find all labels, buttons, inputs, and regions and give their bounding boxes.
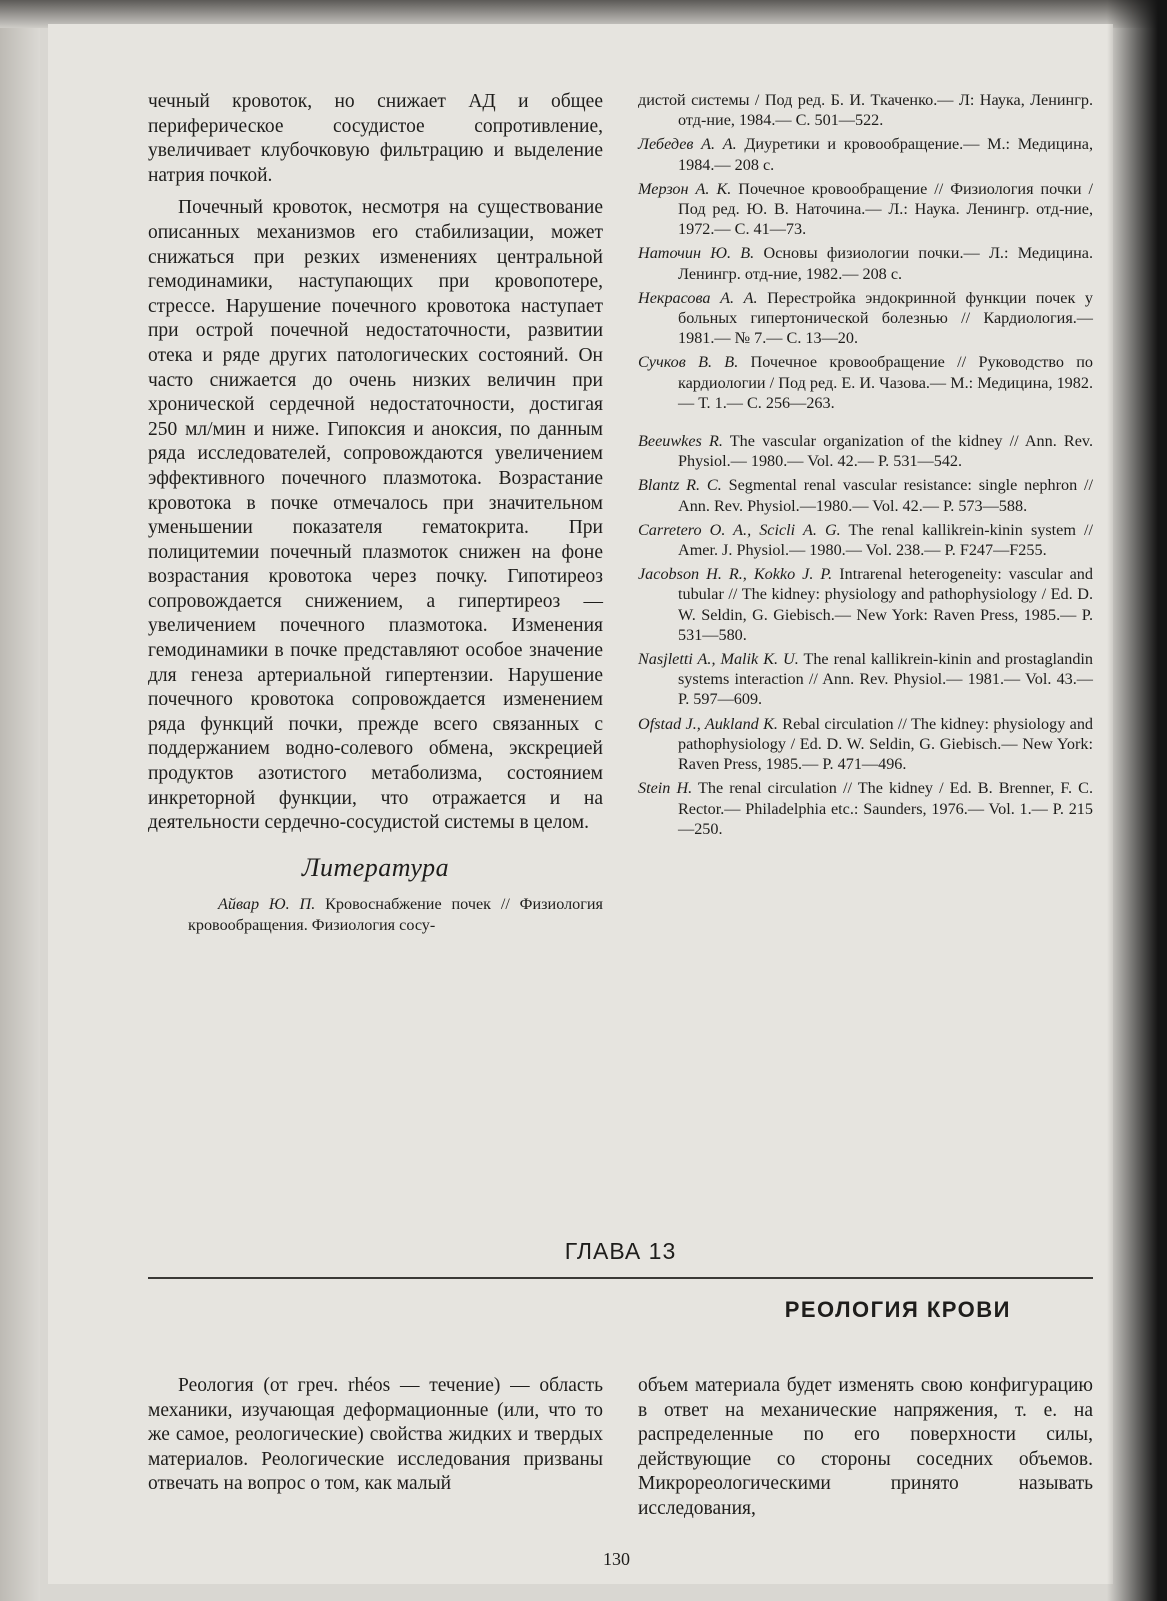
- reference-text: The renal circulation // The kidney / Ed. B. Brenner, F. C. Rector.— Philadelphia etc.: Saunders, 1976.— Vol. 1.— P. 215—250.: [678, 779, 1093, 838]
- chapter-divider: [148, 1277, 1093, 1279]
- reference-author: Айвар Ю. П.: [218, 895, 316, 914]
- reference-text: Rebal circulation // The kidney: physiology and pathophysiology / Ed. D. W. Seldin, G. Giebisch.— New York: Raven Press, 1985.— P. 471—496.: [678, 714, 1094, 774]
- reference-text: дистой системы / Под ред. Б. И. Ткаченко.— Л: Наука, Ленингр. отд-ние, 1984.— С. 501—522.: [638, 91, 1093, 130]
- references-left: [148, 894, 603, 934]
- scan-shadow-right: [1107, 0, 1167, 1601]
- reference-text: Основы физиологии почки.— Л.: Медицина. Ленингр. отд-ние, 1982.— 208 с.: [678, 244, 1094, 283]
- reference-author: Blantz R. C.: [638, 476, 722, 495]
- reference-author: Beeuwkes R.: [638, 432, 723, 451]
- chapter-header: [148, 1238, 1093, 1323]
- body-paragraph-1: чечный кровоток, но снижает АД и общее периферическое сосудистое сопротивление, увеличивает клубочковую фильтрацию и выделение натрия почкой.: [148, 91, 603, 186]
- reference-text: Почечное кровообращение // Физиология почки / Под ред. Ю. В. Наточина.— Л.: Наука. Ленингр. отд-ние, 1972.— С. 41—73.: [678, 179, 1094, 239]
- reference-entry: [638, 778, 1093, 839]
- reference-author: Stein H.: [638, 779, 693, 798]
- reference-entry: [638, 431, 1093, 471]
- chapter-intro-left: Реология (от греч. rhéos — течение) — область механики, изучающая деформационные (или, что то же самое, реологические) свойства жидких и твердых материалов. Реологические исследования призваны отвечать на вопрос о том, как малый: [148, 1375, 603, 1495]
- reference-group-gap: [638, 417, 1093, 431]
- reference-entry: [638, 352, 1093, 413]
- reference-text: Перестройка эндокринной функции почек у больных гипертонической болезнью // Кардиология.— 1981.— № 7.— С. 13—20.: [678, 288, 1094, 348]
- body-paragraph-2: Почечный кровоток, несмотря на существование описанных механизмов его стабилизации, может снижаться при резких изменениях центральной гемодинамики, наступающих при кровопотере, стрессе. Нарушение почечного кровотока наступает при острой почечной недостаточности, развитии отека и ряде других патологических состояний. Он часто снижается до очень низких величин при хронической сердечной недостаточности, достигая 250 мл/мин и ниже. Гипоксия и аноксия, по данным ряда исследователей, сопровождаются увеличением эффективного почечного плазмотока. Возрастание кровотока в почке отмечалось при значительном уменьшении показателя гематокрита. При полицитемии почечный плазмоток снижен на фоне возрастания кровотока через почку. Гипотиреоз сопровождается снижением, а гипертиреоз — увеличением почечного плазмотока. Изменения гемодинамики в почке представляют особое значение для генеза артериальной гипертензии. Нарушение почечного кровотока сопровождается изменением ряда функций почки, прежде всего связанных с поддержанием водно-солевого обмена, экскрецией продуктов азотистого метаболизма, состоянием инкреторной функции, что отражается и на деятельности сердечно-сосудистой системы в целом.: [148, 197, 603, 834]
- reference-author: Мерзон А. К.: [638, 179, 732, 198]
- reference-entry: [638, 134, 1093, 174]
- reference-entry: [638, 649, 1093, 710]
- reference-author: Сучков В. В.: [638, 353, 739, 372]
- chapter-title: РЕОЛОГИЯ КРОВИ: [784, 1296, 1011, 1322]
- reference-entry: [638, 564, 1093, 645]
- book-page: [48, 24, 1113, 1584]
- literature-heading: Литература: [301, 852, 450, 882]
- reference-text: The vascular organization of the kidney // Ann. Rev. Physiol.— 1980.— Vol. 42.— P. 531—542.: [678, 432, 1094, 471]
- references-right: [638, 90, 1093, 843]
- reference-entry: [638, 475, 1093, 515]
- reference-author: Лебедев А. А.: [638, 135, 737, 154]
- chapter-number: ГЛАВА 13: [564, 1238, 677, 1264]
- reference-author: Некрасова А. А.: [638, 288, 758, 307]
- reference-author: Ofstad J., Aukland K.: [638, 714, 778, 733]
- reference-entry: [638, 288, 1093, 349]
- reference-author: Наточин Ю. В.: [638, 244, 755, 263]
- reference-author: Nasjletti A., Malik K. U.: [638, 650, 799, 669]
- reference-entry: [148, 894, 603, 934]
- left-column: [148, 90, 603, 935]
- reference-text: Кровоснабжение почек // Физиология кровообращения. Физиология сосу-: [188, 895, 603, 934]
- chapter-intro-right: объем материала будет изменять свою конфигурацию в ответ на механические напряжения, т. е. на распределенные по его поверхности силы, действующие со стороны соседних объемов. Микрореологическими принято называть исследования,: [638, 1375, 1093, 1519]
- reference-entry: [638, 179, 1093, 240]
- reference-text: Почечное кровообращение // Руководство по кардиологии / Под ред. Е. И. Чазова.— М.: Медицина, 1982.— Т. 1.— С. 256—263.: [678, 353, 1094, 412]
- page-number: 130: [603, 1549, 630, 1569]
- reference-text: Segmental renal vascular resistance: single nephron // Ann. Rev. Physiol.—1980.— Vol. 42.— P. 573—588.: [678, 476, 1093, 515]
- reference-entry: [638, 520, 1093, 560]
- reference-text: Диуретики и кровообращение.— М.: Медицина, 1984.— 208 с.: [678, 135, 1093, 174]
- reference-text: Intrarenal heterogeneity: vascular and tubular // The kidney: physiology and pathophysiology / Ed. D. W. Seldin, G. Giebisch.— New York: Raven Press, 1985.— P. 531—580.: [678, 565, 1093, 644]
- reference-text: The renal kallikrein-kinin system // Amer. J. Physiol.— 1980.— Vol. 238.— P. F247—F255.: [678, 520, 1093, 560]
- reference-author: Jacobson H. R., Kokko J. P.: [638, 565, 833, 584]
- scan-shadow-left: [0, 0, 40, 1601]
- reference-entry: [638, 714, 1093, 775]
- reference-entry: [638, 243, 1093, 283]
- reference-entry: [638, 90, 1093, 130]
- reference-author: Carretero O. A., Scicli A. G.: [638, 520, 841, 539]
- reference-text: The renal kallikrein-kinin and prostaglandin systems interaction // Ann. Rev. Physiol.— 1981.— Vol. 43.— P. 597—609.: [678, 650, 1094, 709]
